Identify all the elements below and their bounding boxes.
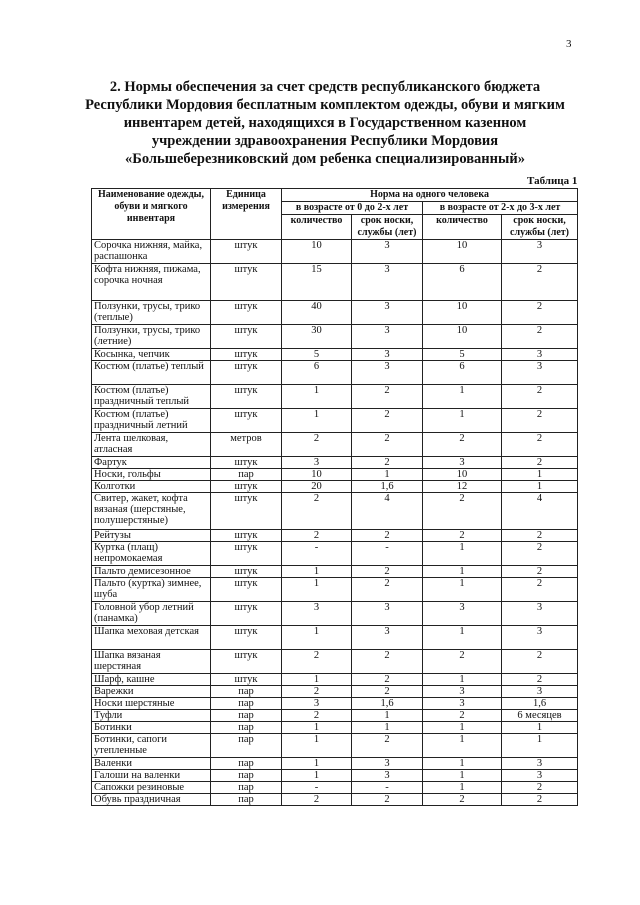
term-0-2: 2: [352, 566, 423, 578]
table-row: [92, 264, 578, 301]
qty-0-2: 1: [282, 734, 352, 758]
title-line: 2. Нормы обеспечения за счет средств республиканского бюджета: [109, 79, 541, 95]
table-row: [92, 325, 578, 349]
header-unit: Единица измерения: [211, 189, 282, 240]
item-name: Куртка (плащ) непромокаемая: [92, 542, 211, 566]
item-name: Носки, гольфы: [92, 469, 211, 481]
table-row: [92, 686, 578, 698]
qty-2-3: 12: [423, 481, 502, 493]
item-name: Ползунки, трусы, трико (теплые): [92, 301, 211, 325]
item-unit: штук: [211, 542, 282, 566]
item-unit: штук: [211, 325, 282, 349]
table-row: [92, 626, 578, 650]
item-unit: пар: [211, 686, 282, 698]
qty-2-3: 1: [423, 578, 502, 602]
term-0-2: 2: [352, 530, 423, 542]
qty-2-3: 6: [423, 361, 502, 385]
item-unit: пар: [211, 698, 282, 710]
item-name: Шапка меховая детская: [92, 626, 211, 650]
term-2-3: 2: [502, 457, 578, 469]
qty-0-2: -: [282, 782, 352, 794]
item-unit: штук: [211, 650, 282, 674]
table-row: [92, 240, 578, 264]
term-2-3: 2: [502, 794, 578, 806]
item-unit: пар: [211, 710, 282, 722]
qty-0-2: 1: [282, 626, 352, 650]
item-name: Туфли: [92, 710, 211, 722]
title-line: учреждении здравоохранения Республики Мордовия: [151, 133, 499, 149]
term-0-2: 3: [352, 240, 423, 264]
term-2-3: 1: [502, 734, 578, 758]
table-row: [92, 770, 578, 782]
qty-2-3: 10: [423, 325, 502, 349]
qty-2-3: 10: [423, 469, 502, 481]
qty-2-3: 1: [423, 626, 502, 650]
item-unit: пар: [211, 722, 282, 734]
term-0-2: 2: [352, 686, 423, 698]
item-name: Ботинки, сапоги утепленные: [92, 734, 211, 758]
term-2-3: 3: [502, 686, 578, 698]
qty-2-3: 3: [423, 602, 502, 626]
item-name: Костюм (платье) теплый: [92, 361, 211, 385]
term-2-3: 3: [502, 770, 578, 782]
term-0-2: 3: [352, 758, 423, 770]
qty-2-3: 2: [423, 530, 502, 542]
qty-2-3: 2: [423, 794, 502, 806]
table-row: [92, 710, 578, 722]
qty-0-2: 2: [282, 493, 352, 530]
item-unit: штук: [211, 385, 282, 409]
item-unit: штук: [211, 240, 282, 264]
item-name: Свитер, жакет, кофта вязаная (шерстяные, полушерстяные): [92, 493, 211, 530]
table-row: [92, 698, 578, 710]
header-row: [92, 189, 578, 202]
table-row: [92, 385, 578, 409]
item-name: Рейтузы: [92, 530, 211, 542]
qty-0-2: 2: [282, 650, 352, 674]
item-name: Галоши на валенки: [92, 770, 211, 782]
qty-2-3: 6: [423, 264, 502, 301]
term-0-2: 1: [352, 722, 423, 734]
qty-2-3: 10: [423, 301, 502, 325]
term-2-3: 3: [502, 602, 578, 626]
term-0-2: 2: [352, 794, 423, 806]
item-name: Фартук: [92, 457, 211, 469]
qty-0-2: 1: [282, 566, 352, 578]
table-row: [92, 578, 578, 602]
item-unit: штук: [211, 409, 282, 433]
item-unit: штук: [211, 530, 282, 542]
term-0-2: 3: [352, 264, 423, 301]
term-2-3: 3: [502, 626, 578, 650]
header-term: срок носки, службы (лет): [502, 215, 578, 240]
qty-2-3: 1: [423, 770, 502, 782]
table-row: [92, 349, 578, 361]
qty-0-2: 1: [282, 385, 352, 409]
table-body: [92, 240, 578, 806]
table-caption: Таблица 1: [527, 175, 578, 187]
title-line: Республики Мордовия бесплатным комплектом одежды, обуви и мягким: [85, 97, 565, 113]
term-0-2: 2: [352, 385, 423, 409]
term-2-3: 1,6: [502, 698, 578, 710]
item-name: Обувь праздничная: [92, 794, 211, 806]
qty-0-2: 1: [282, 722, 352, 734]
term-2-3: 2: [502, 542, 578, 566]
item-unit: пар: [211, 758, 282, 770]
qty-2-3: 2: [423, 433, 502, 457]
term-2-3: 2: [502, 385, 578, 409]
table-row: [92, 794, 578, 806]
item-unit: штук: [211, 457, 282, 469]
table-row: [92, 361, 578, 385]
item-unit: метров: [211, 433, 282, 457]
term-2-3: 1: [502, 481, 578, 493]
qty-2-3: 1: [423, 722, 502, 734]
term-2-3: 2: [502, 409, 578, 433]
qty-0-2: 1: [282, 409, 352, 433]
qty-0-2: 30: [282, 325, 352, 349]
item-name: Шапка вязаная шерстяная: [92, 650, 211, 674]
term-0-2: 1: [352, 710, 423, 722]
qty-2-3: 3: [423, 698, 502, 710]
norms-table: [91, 188, 578, 806]
qty-0-2: 2: [282, 710, 352, 722]
item-name: Костюм (платье) праздничный теплый: [92, 385, 211, 409]
term-0-2: 2: [352, 674, 423, 686]
table-row: [92, 602, 578, 626]
item-unit: штук: [211, 578, 282, 602]
document-title: [60, 78, 590, 168]
qty-0-2: 2: [282, 794, 352, 806]
qty-2-3: 1: [423, 566, 502, 578]
qty-2-3: 5: [423, 349, 502, 361]
qty-0-2: 1: [282, 770, 352, 782]
header-term: срок носки, службы (лет): [352, 215, 423, 240]
header-qty: количество: [423, 215, 502, 240]
qty-0-2: 2: [282, 686, 352, 698]
item-unit: пар: [211, 782, 282, 794]
table-row: [92, 469, 578, 481]
term-2-3: 2: [502, 650, 578, 674]
table-row: [92, 493, 578, 530]
term-0-2: -: [352, 782, 423, 794]
term-2-3: 2: [502, 530, 578, 542]
table-row: [92, 650, 578, 674]
item-name: Лента шелковая, атласная: [92, 433, 211, 457]
qty-0-2: 10: [282, 240, 352, 264]
table-row: [92, 301, 578, 325]
header-qty: количество: [282, 215, 352, 240]
qty-2-3: 3: [423, 457, 502, 469]
item-name: Сорочка нижняя, майка, распашонка: [92, 240, 211, 264]
term-0-2: 3: [352, 301, 423, 325]
qty-2-3: 2: [423, 493, 502, 530]
item-unit: штук: [211, 301, 282, 325]
item-unit: штук: [211, 566, 282, 578]
qty-0-2: 6: [282, 361, 352, 385]
term-2-3: 2: [502, 301, 578, 325]
item-unit: штук: [211, 626, 282, 650]
qty-2-3: 2: [423, 650, 502, 674]
term-0-2: 2: [352, 409, 423, 433]
item-unit: пар: [211, 734, 282, 758]
term-2-3: 2: [502, 782, 578, 794]
qty-0-2: 1: [282, 674, 352, 686]
item-unit: пар: [211, 469, 282, 481]
qty-0-2: 10: [282, 469, 352, 481]
qty-0-2: 5: [282, 349, 352, 361]
term-2-3: 2: [502, 578, 578, 602]
item-unit: штук: [211, 361, 282, 385]
term-0-2: 1,6: [352, 698, 423, 710]
qty-0-2: 3: [282, 698, 352, 710]
item-name: Головной убор летний (панамка): [92, 602, 211, 626]
qty-0-2: 2: [282, 433, 352, 457]
item-unit: штук: [211, 493, 282, 530]
table-row: [92, 530, 578, 542]
term-0-2: 2: [352, 433, 423, 457]
term-2-3: 1: [502, 722, 578, 734]
item-name: Пальто демисезонное: [92, 566, 211, 578]
term-0-2: 1,6: [352, 481, 423, 493]
table-row: [92, 674, 578, 686]
qty-0-2: 2: [282, 530, 352, 542]
item-name: Сапожки резиновые: [92, 782, 211, 794]
item-name: Ползунки, трусы, трико (летние): [92, 325, 211, 349]
term-0-2: 2: [352, 457, 423, 469]
qty-2-3: 10: [423, 240, 502, 264]
term-2-3: 1: [502, 469, 578, 481]
term-0-2: 3: [352, 770, 423, 782]
table-row: [92, 734, 578, 758]
term-2-3: 2: [502, 433, 578, 457]
qty-2-3: 1: [423, 674, 502, 686]
item-name: Носки шерстяные: [92, 698, 211, 710]
qty-2-3: 1: [423, 734, 502, 758]
qty-2-3: 2: [423, 710, 502, 722]
page-number: 3: [566, 38, 572, 50]
item-unit: штук: [211, 349, 282, 361]
item-name: Кофта нижняя, пижама, сорочка ночная: [92, 264, 211, 301]
term-2-3: 2: [502, 325, 578, 349]
title-line: инвентарем детей, находящихся в Государственном казенном: [123, 115, 527, 131]
table-row: [92, 457, 578, 469]
term-0-2: 3: [352, 602, 423, 626]
qty-2-3: 1: [423, 758, 502, 770]
term-0-2: 2: [352, 578, 423, 602]
qty-0-2: 1: [282, 578, 352, 602]
term-2-3: 3: [502, 349, 578, 361]
item-unit: пар: [211, 770, 282, 782]
qty-0-2: 1: [282, 758, 352, 770]
item-name: Колготки: [92, 481, 211, 493]
term-2-3: 3: [502, 758, 578, 770]
table-row: [92, 481, 578, 493]
item-name: Косынка, чепчик: [92, 349, 211, 361]
term-0-2: 3: [352, 325, 423, 349]
table-row: [92, 542, 578, 566]
table-row: [92, 758, 578, 770]
table-row: [92, 433, 578, 457]
term-0-2: 3: [352, 349, 423, 361]
item-unit: штук: [211, 264, 282, 301]
item-unit: пар: [211, 794, 282, 806]
term-0-2: 4: [352, 493, 423, 530]
item-unit: штук: [211, 674, 282, 686]
term-2-3: 3: [502, 361, 578, 385]
term-2-3: 3: [502, 240, 578, 264]
item-name: Ботинки: [92, 722, 211, 734]
qty-2-3: 1: [423, 385, 502, 409]
header-age-2-3: в возрасте от 2-х до 3-х лет: [423, 202, 578, 215]
item-name: Пальто (куртка) зимнее, шуба: [92, 578, 211, 602]
term-2-3: 2: [502, 674, 578, 686]
term-0-2: 3: [352, 626, 423, 650]
qty-0-2: 20: [282, 481, 352, 493]
term-0-2: -: [352, 542, 423, 566]
item-name: Шарф, кашне: [92, 674, 211, 686]
qty-0-2: 3: [282, 602, 352, 626]
qty-0-2: 15: [282, 264, 352, 301]
qty-0-2: 3: [282, 457, 352, 469]
table-row: [92, 782, 578, 794]
term-2-3: 2: [502, 264, 578, 301]
header-age-0-2: в возрасте от 0 до 2-х лет: [282, 202, 423, 215]
header-name: Наименование одежды, обуви и мягкого инвентаря: [92, 189, 211, 240]
term-0-2: 1: [352, 469, 423, 481]
table-row: [92, 722, 578, 734]
term-2-3: 6 месяцев: [502, 710, 578, 722]
item-name: Костюм (платье) праздничный летний: [92, 409, 211, 433]
qty-2-3: 3: [423, 686, 502, 698]
qty-2-3: 1: [423, 409, 502, 433]
qty-2-3: 1: [423, 782, 502, 794]
header-norm: Норма на одного человека: [282, 189, 578, 202]
table-row: [92, 566, 578, 578]
item-name: Варежки: [92, 686, 211, 698]
item-name: Валенки: [92, 758, 211, 770]
term-0-2: 3: [352, 361, 423, 385]
item-unit: штук: [211, 481, 282, 493]
term-2-3: 4: [502, 493, 578, 530]
term-0-2: 2: [352, 734, 423, 758]
term-2-3: 2: [502, 566, 578, 578]
qty-2-3: 1: [423, 542, 502, 566]
table-row: [92, 409, 578, 433]
qty-0-2: 40: [282, 301, 352, 325]
term-0-2: 2: [352, 650, 423, 674]
qty-0-2: -: [282, 542, 352, 566]
title-line: «Большеберезниковский дом ребенка специализированный»: [125, 151, 525, 167]
item-unit: штук: [211, 602, 282, 626]
